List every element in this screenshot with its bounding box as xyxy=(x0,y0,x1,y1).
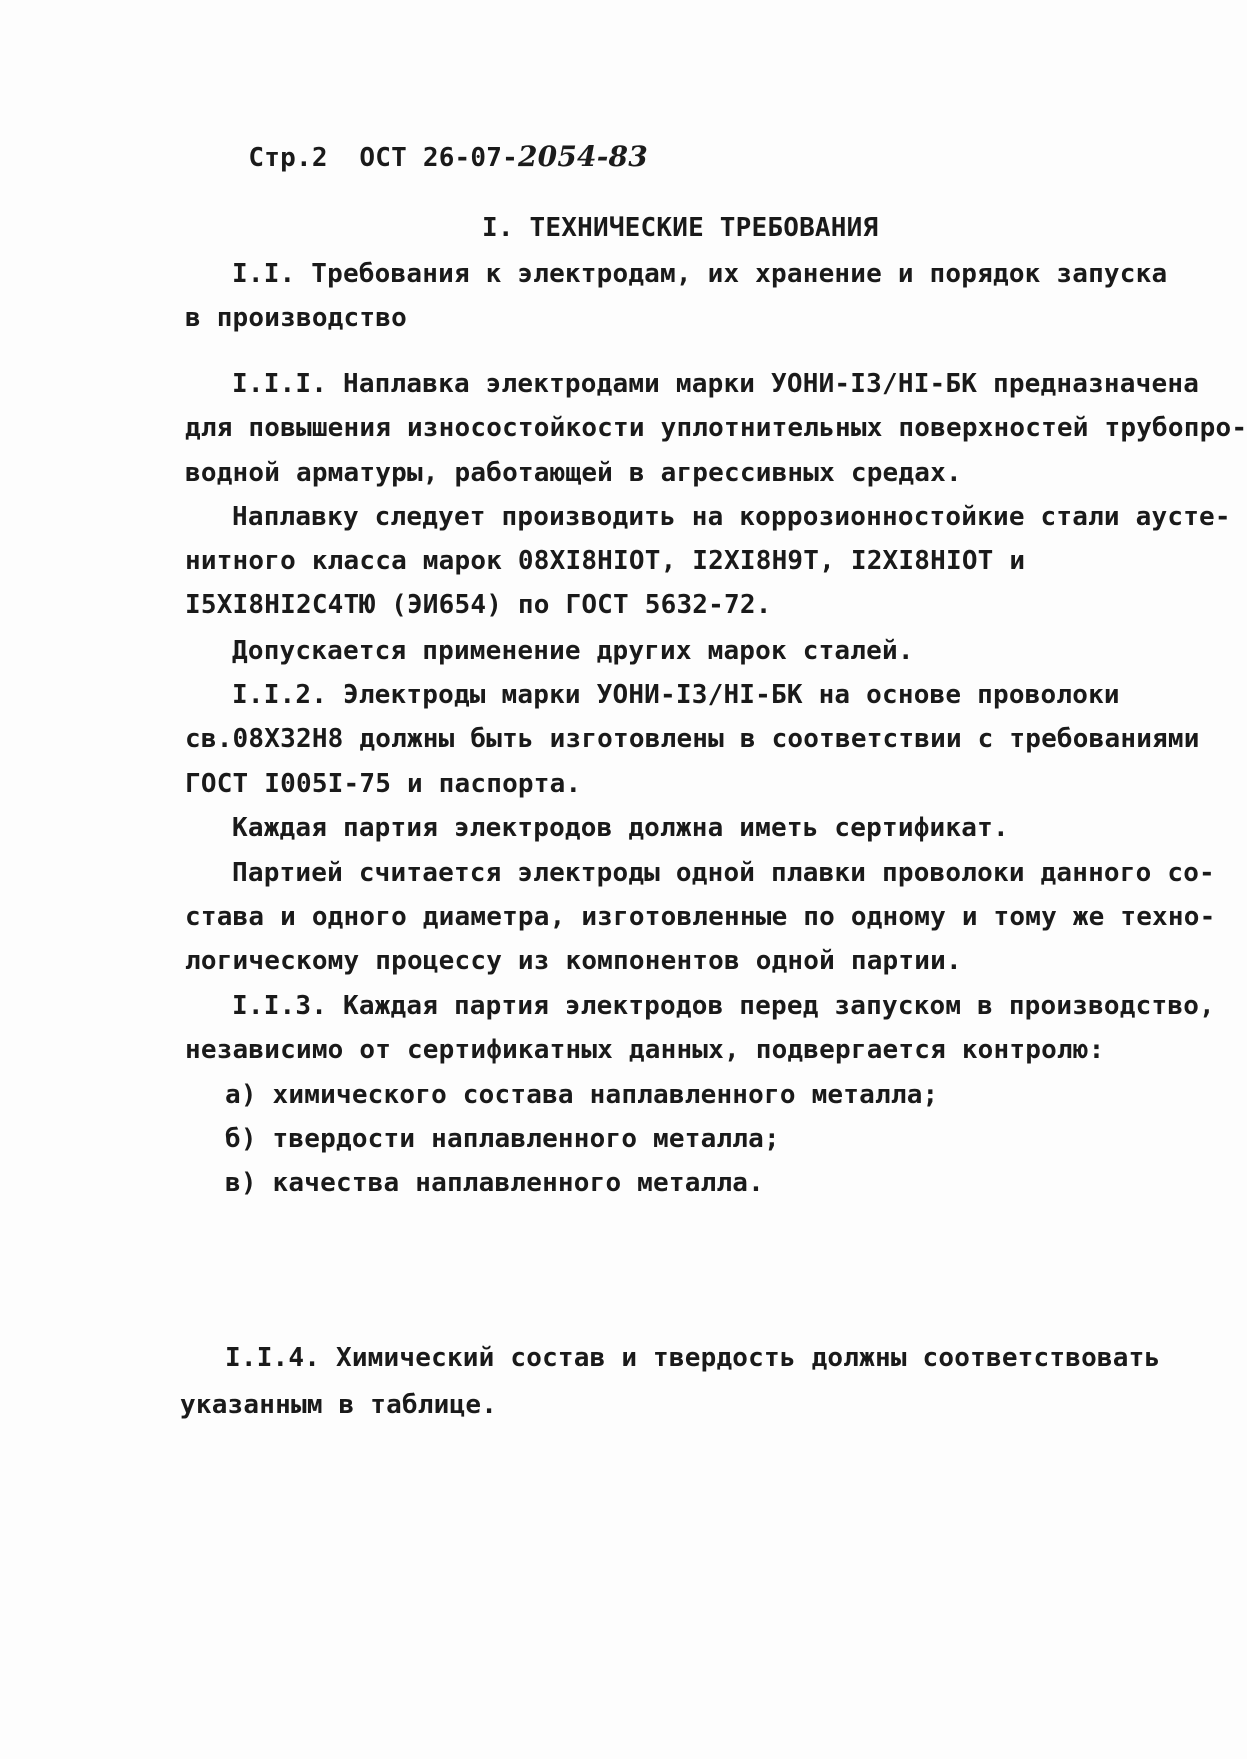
paragraph-line: I.I.I. Наплавка электродами марки УОНИ-I3/HI-БК предназначена xyxy=(232,369,1200,399)
paragraph-line: водной арматуры, работающей в агрессивных средах. xyxy=(185,458,962,488)
paragraph-line: I.I.4. Химический состав и твердость должны соответствовать xyxy=(225,1343,1161,1373)
list-item: в) качества наплавленного металла. xyxy=(225,1168,765,1198)
paragraph-line: нитного класса марок 08XI8HIOT, I2XI8H9T, I2XI8HIOT и xyxy=(185,546,1026,576)
paragraph-line: Допускается применение других марок сталей. xyxy=(232,636,914,666)
paragraph-line: I5XI8HI2C4TЮ (ЭИ654) по ГОСТ 5632-72. xyxy=(185,590,772,620)
paragraph-line: св.08X32H8 должны быть изготовлены в соответствии с требованиями xyxy=(185,724,1200,754)
paragraph-line: I.I.2. Электроды марки УОНИ-I3/HI-БК на основе проволоки xyxy=(232,680,1120,710)
paragraph-line: I.I. Требования к электродам, их хранение и порядок запуска xyxy=(232,259,1168,289)
paragraph-line: в производство xyxy=(185,303,407,333)
paragraph-line: Каждая партия электродов должна иметь сертификат. xyxy=(232,813,1009,843)
page-number: Стр.2 xyxy=(248,143,328,173)
paragraph-line: става и одного диаметра, изготовленные по одному и тому же техно- xyxy=(185,902,1216,932)
list-item: а) химического состава наплавленного металла; xyxy=(225,1080,939,1110)
paragraph-line: Партией считается электроды одной плавки проволоки данного со- xyxy=(232,858,1215,888)
paragraph-line: указанным в таблице. xyxy=(180,1390,498,1420)
paragraph-line: ГОСТ I005I-75 и паспорта. xyxy=(185,769,582,799)
list-item: б) твердости наплавленного металла; xyxy=(225,1124,780,1154)
standard-number-handwritten: 2054-83 xyxy=(517,140,648,173)
paragraph-line: логическому процессу из компонентов одной партии. xyxy=(185,946,962,976)
paragraph-line: I.I.3. Каждая партия электродов перед запуском в производство, xyxy=(232,991,1215,1021)
paragraph-line: независимо от сертификатных данных, подвергается контролю: xyxy=(185,1035,1105,1065)
paragraph-line: для повышения износостойкости уплотнительных поверхностей трубопро- xyxy=(185,413,1247,443)
standard-prefix: ОСТ 26-07- xyxy=(359,143,518,173)
paragraph-line: Наплавку следует производить на коррозионностойкие стали аусте- xyxy=(232,502,1231,532)
section-title: I. ТЕХНИЧЕСКИЕ ТРЕБОВАНИЯ xyxy=(482,213,879,243)
page-header xyxy=(185,112,648,203)
